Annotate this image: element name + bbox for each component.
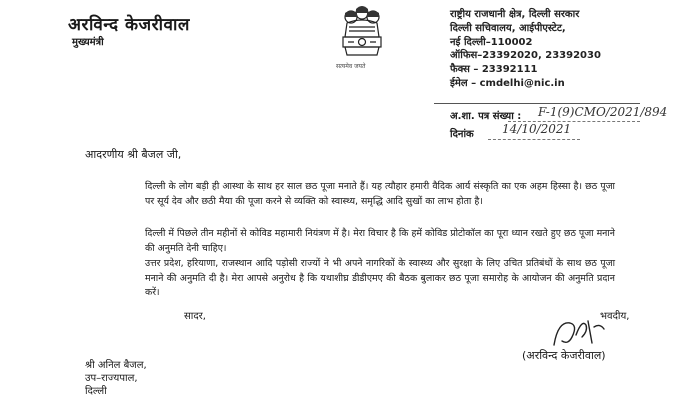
address-line: नई दिल्ली–110002 (450, 37, 533, 48)
salutation: आदरणीय श्री बैजल जी, (85, 148, 182, 161)
header-divider (434, 103, 640, 104)
date-underline (488, 139, 580, 140)
ref-label: अ.शा. पत्र संख्या : (450, 111, 522, 122)
sender-name: अरविन्द केजरीवाल (68, 15, 190, 35)
state-emblem-icon (335, 3, 389, 67)
date-value: 14/10/2021 (502, 122, 572, 136)
emblem-motto: सत्यमेव जयते (336, 63, 366, 70)
address-line: राष्ट्रीय राजधानी क्षेत्र, दिल्ली सरकार (450, 9, 580, 20)
date-label: दिनांक (450, 129, 474, 140)
address-line: फैक्स – 23392111 (450, 64, 538, 75)
recipient-line: श्री अनिल बैजल, (85, 360, 147, 371)
recipient-line: उप–राज्यपाल, (85, 373, 138, 384)
ref-value: F-1(9)CMO/2021/894 (538, 105, 668, 119)
address-line: ईमेल – cmdelhi@nic.in (450, 78, 565, 89)
signature-icon (548, 315, 610, 351)
address-line: दिल्ली सचिवालय, आईपीएस्टेट, (450, 23, 566, 34)
body-paragraph: दिल्ली में पिछले तीन महीनों से कोविड महामारी नियंत्रण में है। मेरा विचार है कि हमें कोविड प्रोटोकॉल का पूरा ध्यान रखते हुए छठ पूजा मनाने की अनुमति देनी चाहिए। (145, 228, 616, 254)
signatory-name: (अरविन्द केजरीवाल) (522, 349, 606, 362)
body-paragraph: उत्तर प्रदेश, हरियाणा, राजस्थान आदि पड़ोसी राज्यों ने भी अपने नागरिकों के स्वास्थ्य और सुरक्षा के लिए उचित प्रतिबंधों के साथ छठ पूजा मनाने की अनुमति दी है। मेरा आपसे अनुरोध है कि यथाशीघ्र डीडीएमए की बैठक बुलाकर छठ पूजा समारोह के आयोजन की अनुमति प्रदान करें। (145, 258, 615, 299)
address-line: ऑफिस–23392020, 23392030 (450, 50, 601, 61)
closing: सादर, (184, 311, 206, 322)
sender-designation: मुख्यमंत्री (72, 37, 104, 48)
recipient-line: दिल्ली (85, 386, 107, 397)
valediction: भवदीय, (600, 311, 630, 322)
body-paragraph: दिल्ली के लोग बड़ी ही आस्था के साथ हर साल छठ पूजा मनाते हैं। यह त्यौहार हमारी वैदिक आर्य संस्कृति का एक अहम हिस्सा है। छठ पूजा पर सूर्य देव और छठी मैया की पूजा करने से व्यक्ति को स्वास्थ्य, समृद्धि आदि सुखों का लाभ होता है। (145, 181, 615, 207)
